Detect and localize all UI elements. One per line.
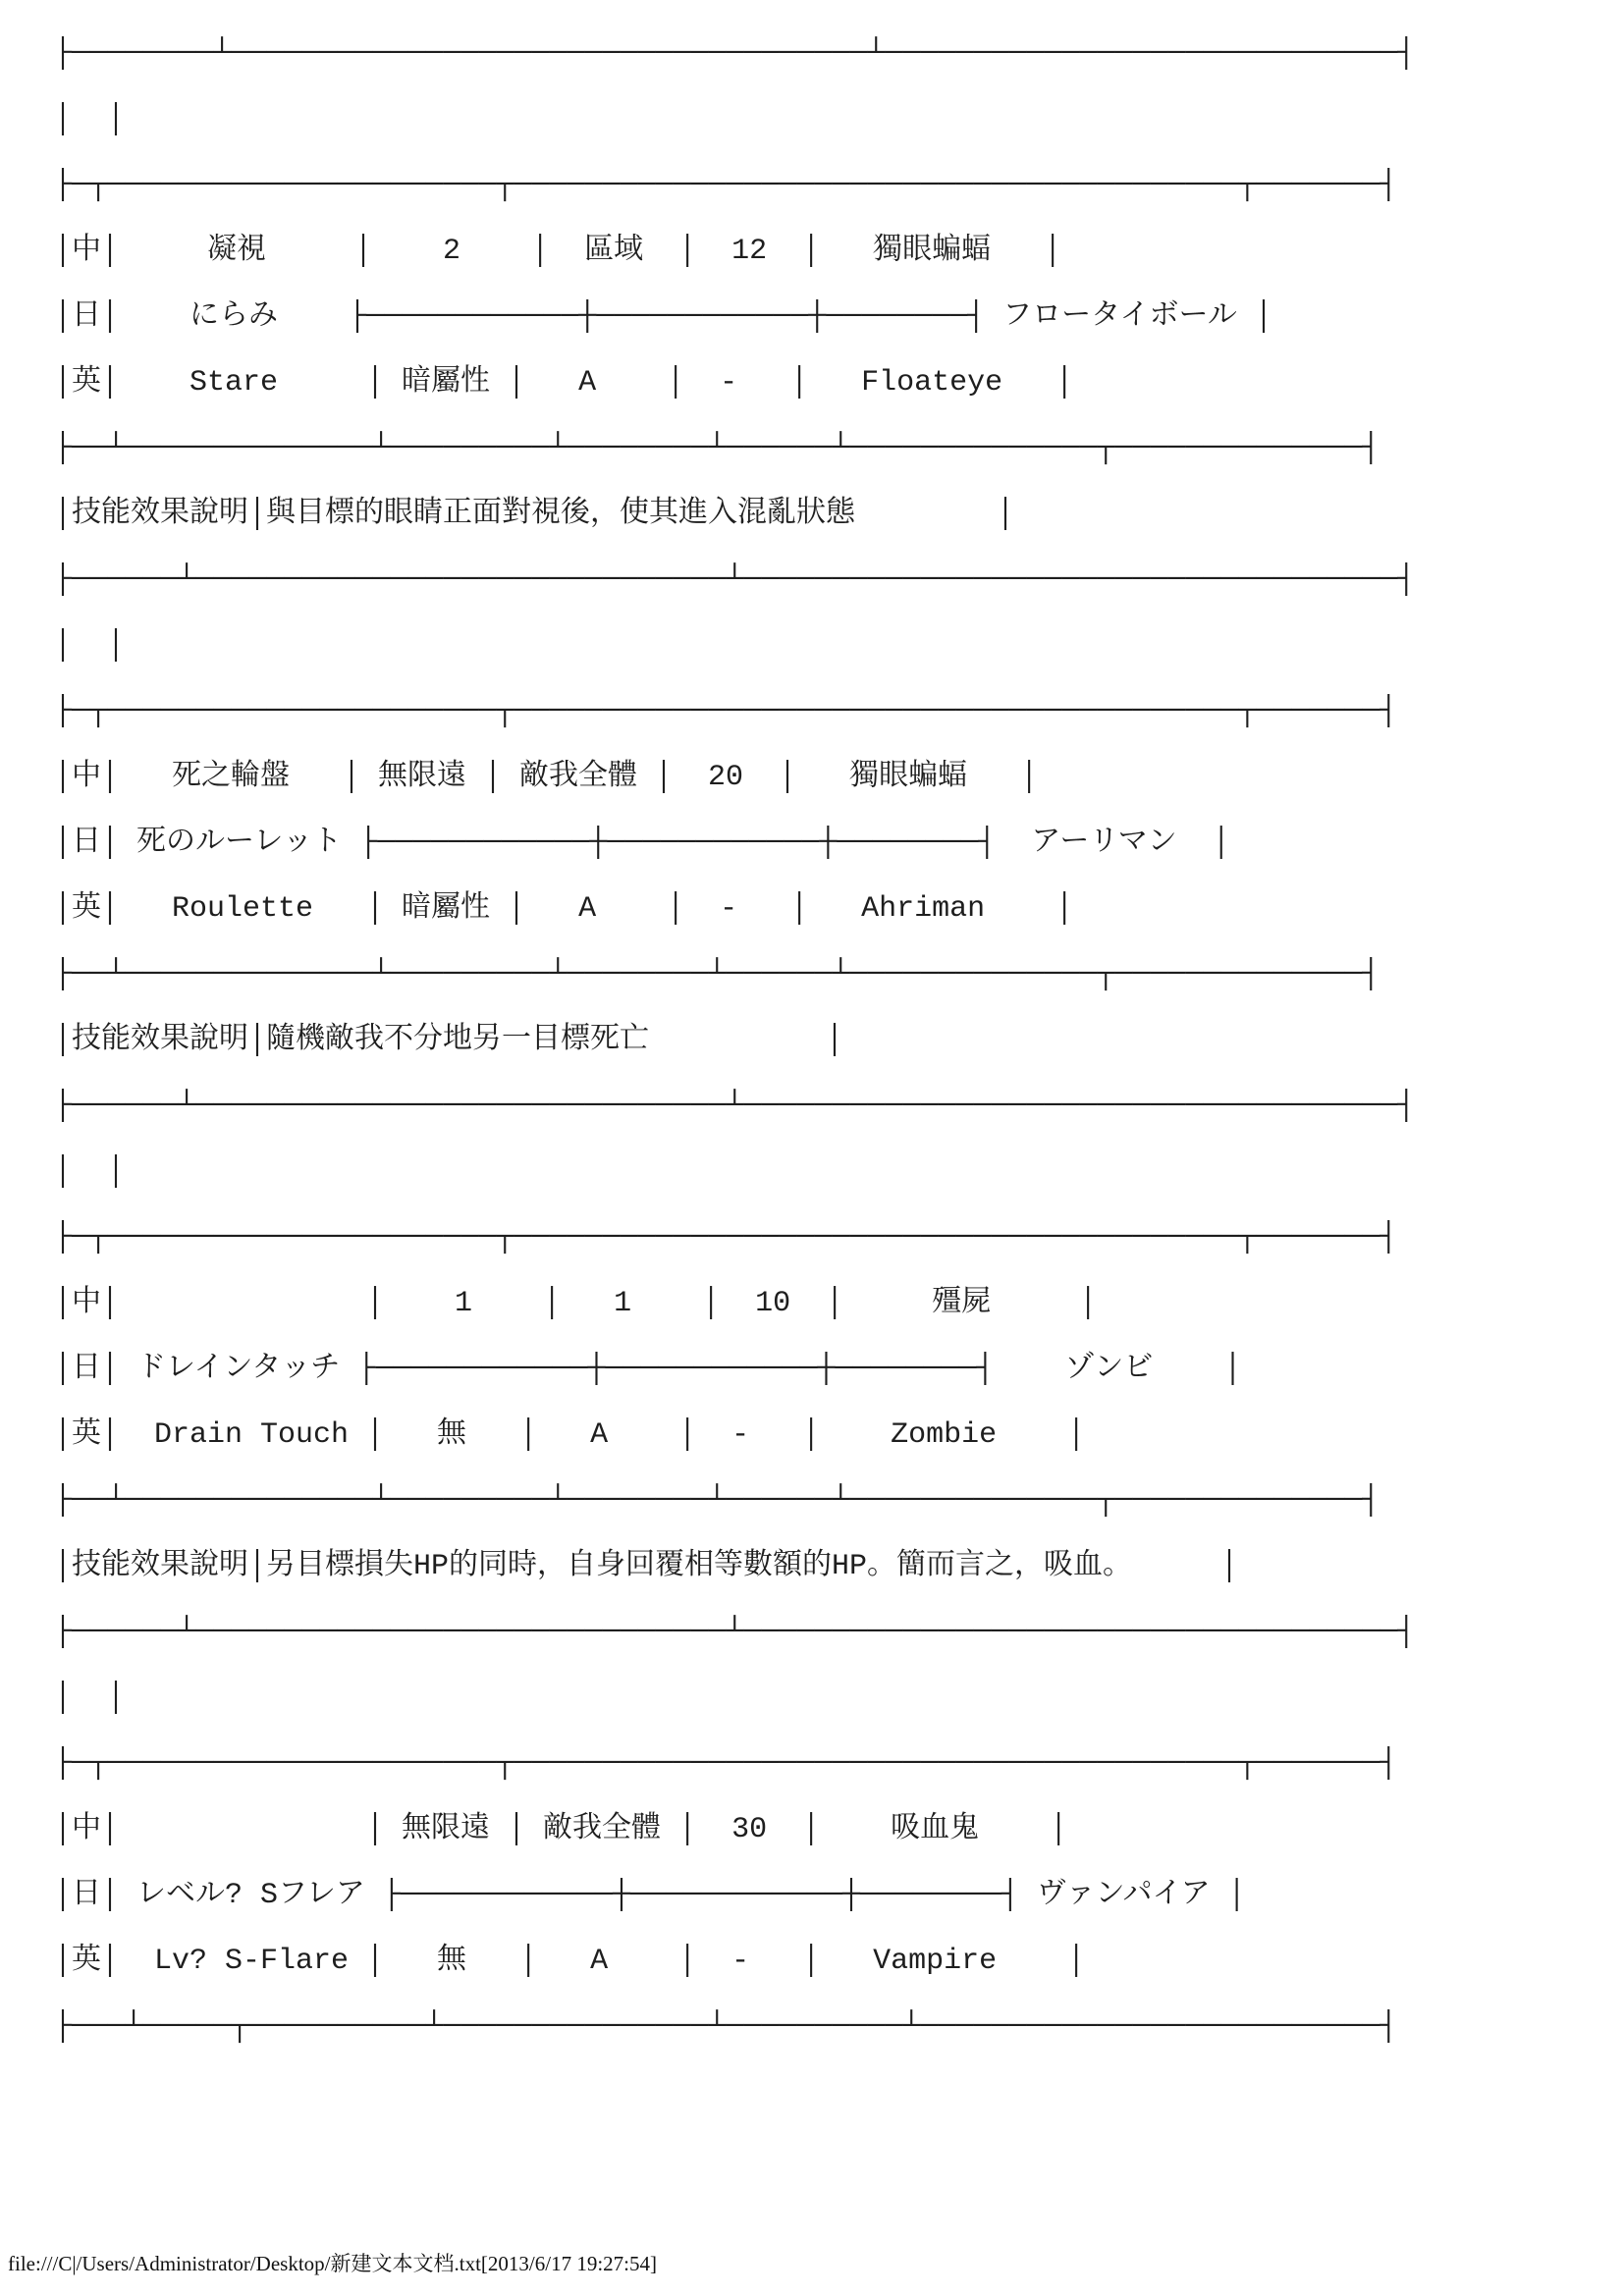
text-line-29: │英│ Lv? S-Flare │ 無 │ A │ - │ Vampire │ [54, 1945, 1086, 1978]
text-line-9: │ │ [54, 629, 126, 663]
text-line-27: │中│ │ 無限遠 │ 敵我全體 │ 30 │ 吸血鬼 │ [54, 1813, 1068, 1846]
print-footer-url: file:///C|/Users/Administrator/Desktop/新建文本文档.txt[2013/6/17 19:27:54] [8, 2252, 657, 2275]
text-line-22: ├──┴──────────────┴─────────┴────────┴──────┴──────────────┬──────────────┤ [54, 1484, 1380, 1518]
text-line-30: ├───┴─────┬──────────┴───────────────┴──────────┴──────────────────────────┤ [54, 2010, 1398, 2044]
text-line-11: │中│ 死之輪盤 │ 無限遠 │ 敵我全體 │ 20 │ 獨眼蝙蝠 │ [54, 761, 1039, 794]
text-line-8: ├──────┴──────────────────────────────┴─────────────────────────────────────┤ [54, 563, 1416, 597]
text-line-15: │技能效果說明│隨機敵我不分地另一目標死亡 │ [54, 1024, 844, 1057]
document-body [54, 22, 1623, 2060]
text-line-18: ├─┬──────────────────────┬─────────────────────────────────────────┬───────┤ [54, 1221, 1398, 1255]
text-line-16: ├──────┴──────────────────────────────┴─────────────────────────────────────┤ [54, 1090, 1416, 1123]
text-line-0: ├────────┴────────────────────────────────────┴─────────────────────────────┤ [54, 37, 1416, 71]
text-line-7: │技能效果說明│與目標的眼睛正面對視後，使其進入混亂狀態 │ [54, 498, 1015, 531]
text-line-5: │英│ Stare │ 暗屬性 │ A │ - │ Floateye │ [54, 366, 1074, 400]
text-line-17: │ │ [54, 1155, 126, 1189]
text-line-24: ├──────┴──────────────────────────────┴─────────────────────────────────────┤ [54, 1616, 1416, 1649]
text-line-3: │中│ 凝視 │ 2 │ 區域 │ 12 │ 獨眼蝙蝠 │ [54, 235, 1062, 268]
text-line-21: │英│ Drain Touch │ 無 │ A │ - │ Zombie │ [54, 1418, 1086, 1452]
text-line-12: │日│ 死のルーレット ├────────────┼────────────┼────────┤ アーリマン │ [54, 827, 1230, 860]
text-line-14: ├──┴──────────────┴─────────┴────────┴──────┴──────────────┬──────────────┤ [54, 958, 1380, 991]
text-line-25: │ │ [54, 1682, 126, 1715]
text-line-10: ├─┬──────────────────────┬─────────────────────────────────────────┬───────┤ [54, 695, 1398, 728]
text-line-23: │技能效果說明│另目標損失HP的同時，自身回覆相等數額的HP。簡而言之，吸血。 │ [54, 1550, 1239, 1583]
text-line-2: ├─┬──────────────────────┬─────────────────────────────────────────┬───────┤ [54, 169, 1398, 202]
text-line-6: ├──┴──────────────┴─────────┴────────┴──────┴──────────────┬──────────────┤ [54, 432, 1380, 465]
text-line-19: │中│ │ 1 │ 1 │ 10 │ 殭屍 │ [54, 1287, 1098, 1320]
text-line-26: ├─┬──────────────────────┬─────────────────────────────────────────┬───────┤ [54, 1747, 1398, 1781]
text-line-1: │ │ [54, 103, 126, 136]
text-line-28: │日│ レベル? Sフレア ├────────────┼────────────┼────────┤ ヴァンパイア │ [54, 1879, 1246, 1912]
text-line-4: │日│ にらみ ├────────────┼────────────┼────────┤ フロータイボール │ [54, 300, 1272, 334]
text-line-20: │日│ ドレインタッチ ├────────────┼────────────┼────────┤ ゾンビ │ [54, 1353, 1242, 1386]
text-line-13: │英│ Roulette │ 暗屬性 │ A │ - │ Ahriman │ [54, 892, 1074, 926]
